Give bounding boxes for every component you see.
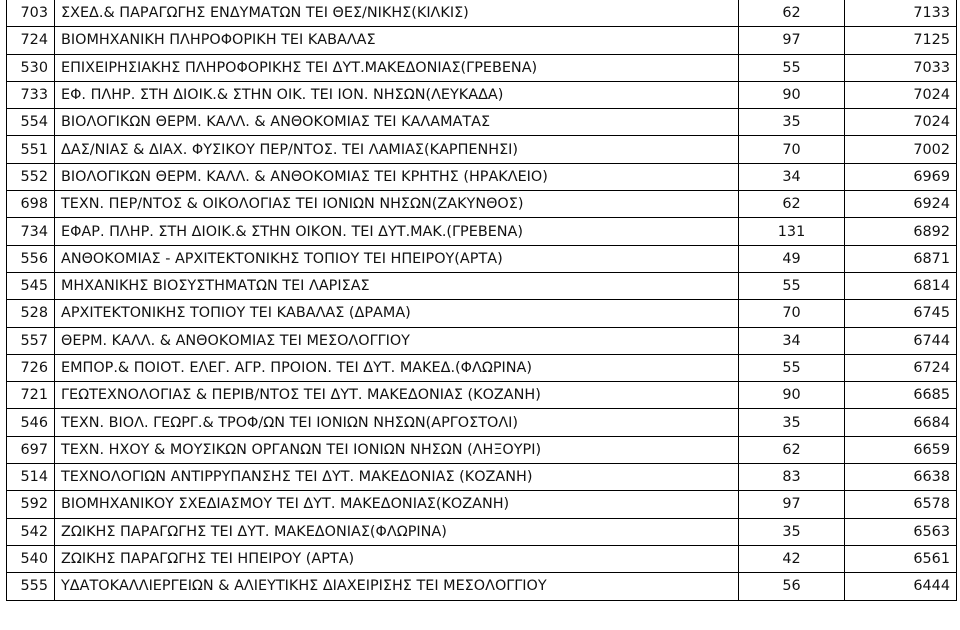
positions-cell: 49 (739, 245, 845, 272)
positions-cell: 131 (739, 218, 845, 245)
table-row (7, 382, 957, 409)
department-code-cell: 556 (7, 245, 55, 272)
department-name-cell: ΕΦΑΡ. ΠΛΗΡ. ΣΤΗ ΔΙΟΙΚ.& ΣΤΗΝ ΟΙΚΟΝ. ΤΕΙ ΔΥΤ.ΜΑΚ.(ΓΡΕΒΕΝΑ) (55, 218, 739, 245)
department-name-cell: ΖΩΙΚΗΣ ΠΑΡΑΓΩΓΗΣ ΤΕΙ ΗΠΕΙΡΟΥ (ΑΡΤΑ) (55, 545, 739, 572)
department-code-cell: 554 (7, 109, 55, 136)
score-cell: 6685 (845, 382, 957, 409)
department-code-cell: 545 (7, 272, 55, 299)
department-code-cell: 592 (7, 491, 55, 518)
table-body (7, 0, 957, 600)
department-code-cell: 697 (7, 436, 55, 463)
table-row (7, 109, 957, 136)
department-name-cell: ΥΔΑΤΟΚΑΛΛΙΕΡΓΕΙΩΝ & ΑΛΙΕΥΤΙΚΗΣ ΔΙΑΧΕΙΡΙΣΗΣ ΤΕΙ ΜΕΣΟΛΟΓΓΙΟΥ (55, 573, 739, 600)
department-code-cell: 552 (7, 163, 55, 190)
positions-cell: 90 (739, 81, 845, 108)
table-row (7, 81, 957, 108)
score-cell: 6684 (845, 409, 957, 436)
positions-cell: 35 (739, 518, 845, 545)
table-row (7, 0, 957, 27)
score-cell: 6969 (845, 163, 957, 190)
department-name-cell: ΒΙΟΜΗΧΑΝΙΚΟΥ ΣΧΕΔΙΑΣΜΟΥ ΤΕΙ ΔΥΤ. ΜΑΚΕΔΟΝΙΑΣ(ΚΟΖΑΝΗ) (55, 491, 739, 518)
department-name-cell: ΒΙΟΛΟΓΙΚΩΝ ΘΕΡΜ. ΚΑΛΛ. & ΑΝΘΟΚΟΜΙΑΣ ΤΕΙ ΚΡΗΤΗΣ (ΗΡΑΚΛΕΙΟ) (55, 163, 739, 190)
table-row (7, 354, 957, 381)
department-name-cell: ΤΕΧΝ. ΒΙΟΛ. ΓΕΩΡΓ.& ΤΡΟΦ/ΩΝ ΤΕΙ ΙΟΝΙΩΝ ΝΗΣΩΝ(ΑΡΓΟΣΤΟΛΙ) (55, 409, 739, 436)
table-row (7, 464, 957, 491)
positions-cell: 90 (739, 382, 845, 409)
positions-cell: 62 (739, 191, 845, 218)
department-code-cell: 542 (7, 518, 55, 545)
score-cell: 7024 (845, 81, 957, 108)
department-name-cell: ΔΑΣ/ΝΙΑΣ & ΔΙΑΧ. ΦΥΣΙΚΟΥ ΠΕΡ/ΝΤΟΣ. ΤΕΙ ΛΑΜΙΑΣ(ΚΑΡΠΕΝΗΣΙ) (55, 136, 739, 163)
department-name-cell: ΕΜΠΟΡ.& ΠΟΙΟΤ. ΕΛΕΓ. ΑΓΡ. ΠΡΟΙΟΝ. ΤΕΙ ΔΥΤ. ΜΑΚΕΔ.(ΦΛΩΡΙΝΑ) (55, 354, 739, 381)
table-row (7, 27, 957, 54)
table-row (7, 272, 957, 299)
score-cell: 7002 (845, 136, 957, 163)
table-row (7, 136, 957, 163)
positions-cell: 55 (739, 54, 845, 81)
department-name-cell: ΕΠΙΧΕΙΡΗΣΙΑΚΗΣ ΠΛΗΡΟΦΟΡΙΚΗΣ ΤΕΙ ΔΥΤ.ΜΑΚΕΔΟΝΙΑΣ(ΓΡΕΒΕΝΑ) (55, 54, 739, 81)
department-name-cell: ΖΩΙΚΗΣ ΠΑΡΑΓΩΓΗΣ ΤΕΙ ΔΥΤ. ΜΑΚΕΔΟΝΙΑΣ(ΦΛΩΡΙΝΑ) (55, 518, 739, 545)
department-code-cell: 551 (7, 136, 55, 163)
score-cell: 6444 (845, 573, 957, 600)
table-row (7, 218, 957, 245)
positions-cell: 70 (739, 300, 845, 327)
department-name-cell: ΣΧΕΔ.& ΠΑΡΑΓΩΓΗΣ ΕΝΔΥΜΑΤΩΝ ΤΕΙ ΘΕΣ/ΝΙΚΗΣ(ΚΙΛΚΙΣ) (55, 0, 739, 27)
score-cell: 6814 (845, 272, 957, 299)
table-row (7, 545, 957, 572)
department-name-cell: ΓΕΩΤΕΧΝΟΛΟΓΙΑΣ & ΠΕΡΙΒ/ΝΤΟΣ ΤΕΙ ΔΥΤ. ΜΑΚΕΔΟΝΙΑΣ (ΚΟΖΑΝΗ) (55, 382, 739, 409)
department-code-cell: 540 (7, 545, 55, 572)
score-cell: 6561 (845, 545, 957, 572)
department-code-cell: 721 (7, 382, 55, 409)
positions-cell: 34 (739, 163, 845, 190)
positions-cell: 83 (739, 464, 845, 491)
department-name-cell: ΜΗΧΑΝΙΚΗΣ ΒΙΟΣΥΣΤΗΜΑΤΩΝ ΤΕΙ ΛΑΡΙΣΑΣ (55, 272, 739, 299)
department-code-cell: 557 (7, 327, 55, 354)
score-cell: 6744 (845, 327, 957, 354)
department-code-cell: 726 (7, 354, 55, 381)
department-code-cell: 555 (7, 573, 55, 600)
department-code-cell: 733 (7, 81, 55, 108)
department-name-cell: ΕΦ. ΠΛΗΡ. ΣΤΗ ΔΙΟΙΚ.& ΣΤΗΝ ΟΙΚ. ΤΕΙ ΙΟΝ. ΝΗΣΩΝ(ΛΕΥΚΑΔΑ) (55, 81, 739, 108)
positions-cell: 70 (739, 136, 845, 163)
table-row (7, 436, 957, 463)
department-name-cell: ΑΝΘΟΚΟΜΙΑΣ - ΑΡΧΙΤΕΚΤΟΝΙΚΗΣ ΤΟΠΙΟΥ ΤΕΙ ΗΠΕΙΡΟΥ(ΑΡΤΑ) (55, 245, 739, 272)
positions-cell: 97 (739, 491, 845, 518)
table-row (7, 409, 957, 436)
department-name-cell: ΑΡΧΙΤΕΚΤΟΝΙΚΗΣ ΤΟΠΙΟΥ ΤΕΙ ΚΑΒΑΛΑΣ (ΔΡΑΜΑ) (55, 300, 739, 327)
document-sheet (6, 0, 956, 601)
table-row (7, 491, 957, 518)
table-row (7, 300, 957, 327)
score-cell: 6871 (845, 245, 957, 272)
score-cell: 6578 (845, 491, 957, 518)
positions-cell: 97 (739, 27, 845, 54)
score-cell: 6892 (845, 218, 957, 245)
department-code-cell: 703 (7, 0, 55, 27)
table-row (7, 518, 957, 545)
table-row (7, 163, 957, 190)
department-code-cell: 724 (7, 27, 55, 54)
table-row (7, 245, 957, 272)
department-name-cell: ΒΙΟΛΟΓΙΚΩΝ ΘΕΡΜ. ΚΑΛΛ. & ΑΝΘΟΚΟΜΙΑΣ ΤΕΙ ΚΑΛΑΜΑΤΑΣ (55, 109, 739, 136)
score-cell: 7024 (845, 109, 957, 136)
positions-cell: 34 (739, 327, 845, 354)
department-code-cell: 528 (7, 300, 55, 327)
positions-cell: 35 (739, 409, 845, 436)
positions-cell: 62 (739, 436, 845, 463)
score-cell: 6745 (845, 300, 957, 327)
table-row (7, 327, 957, 354)
department-code-cell: 698 (7, 191, 55, 218)
positions-cell: 56 (739, 573, 845, 600)
department-name-cell: ΒΙΟΜΗΧΑΝΙΚΗ ΠΛΗΡΟΦΟΡΙΚΗ ΤΕΙ ΚΑΒΑΛΑΣ (55, 27, 739, 54)
table-row (7, 54, 957, 81)
score-cell: 6659 (845, 436, 957, 463)
positions-cell: 42 (739, 545, 845, 572)
score-cell: 6924 (845, 191, 957, 218)
department-code-cell: 514 (7, 464, 55, 491)
score-cell: 6638 (845, 464, 957, 491)
positions-cell: 55 (739, 272, 845, 299)
department-code-cell: 530 (7, 54, 55, 81)
department-name-cell: ΤΕΧΝΟΛΟΓΙΩΝ ΑΝΤΙΡΡΥΠΑΝΣΗΣ ΤΕΙ ΔΥΤ. ΜΑΚΕΔΟΝΙΑΣ (ΚΟΖΑΝΗ) (55, 464, 739, 491)
department-name-cell: ΤΕΧΝ. ΠΕΡ/ΝΤΟΣ & ΟΙΚΟΛΟΓΙΑΣ ΤΕΙ ΙΟΝΙΩΝ ΝΗΣΩΝ(ΖΑΚΥΝΘΟΣ) (55, 191, 739, 218)
departments-table (6, 0, 957, 601)
table-row (7, 573, 957, 600)
department-name-cell: ΘΕΡΜ. ΚΑΛΛ. & ΑΝΘΟΚΟΜΙΑΣ ΤΕΙ ΜΕΣΟΛΟΓΓΙΟΥ (55, 327, 739, 354)
score-cell: 7133 (845, 0, 957, 27)
score-cell: 6563 (845, 518, 957, 545)
score-cell: 6724 (845, 354, 957, 381)
table-row (7, 191, 957, 218)
department-code-cell: 734 (7, 218, 55, 245)
positions-cell: 35 (739, 109, 845, 136)
positions-cell: 55 (739, 354, 845, 381)
positions-cell: 62 (739, 0, 845, 27)
score-cell: 7125 (845, 27, 957, 54)
score-cell: 7033 (845, 54, 957, 81)
department-name-cell: ΤΕΧΝ. ΗΧΟΥ & ΜΟΥΣΙΚΩΝ ΟΡΓΑΝΩΝ ΤΕΙ ΙΟΝΙΩΝ ΝΗΣΩΝ (ΛΗΞΟΥΡΙ) (55, 436, 739, 463)
department-code-cell: 546 (7, 409, 55, 436)
